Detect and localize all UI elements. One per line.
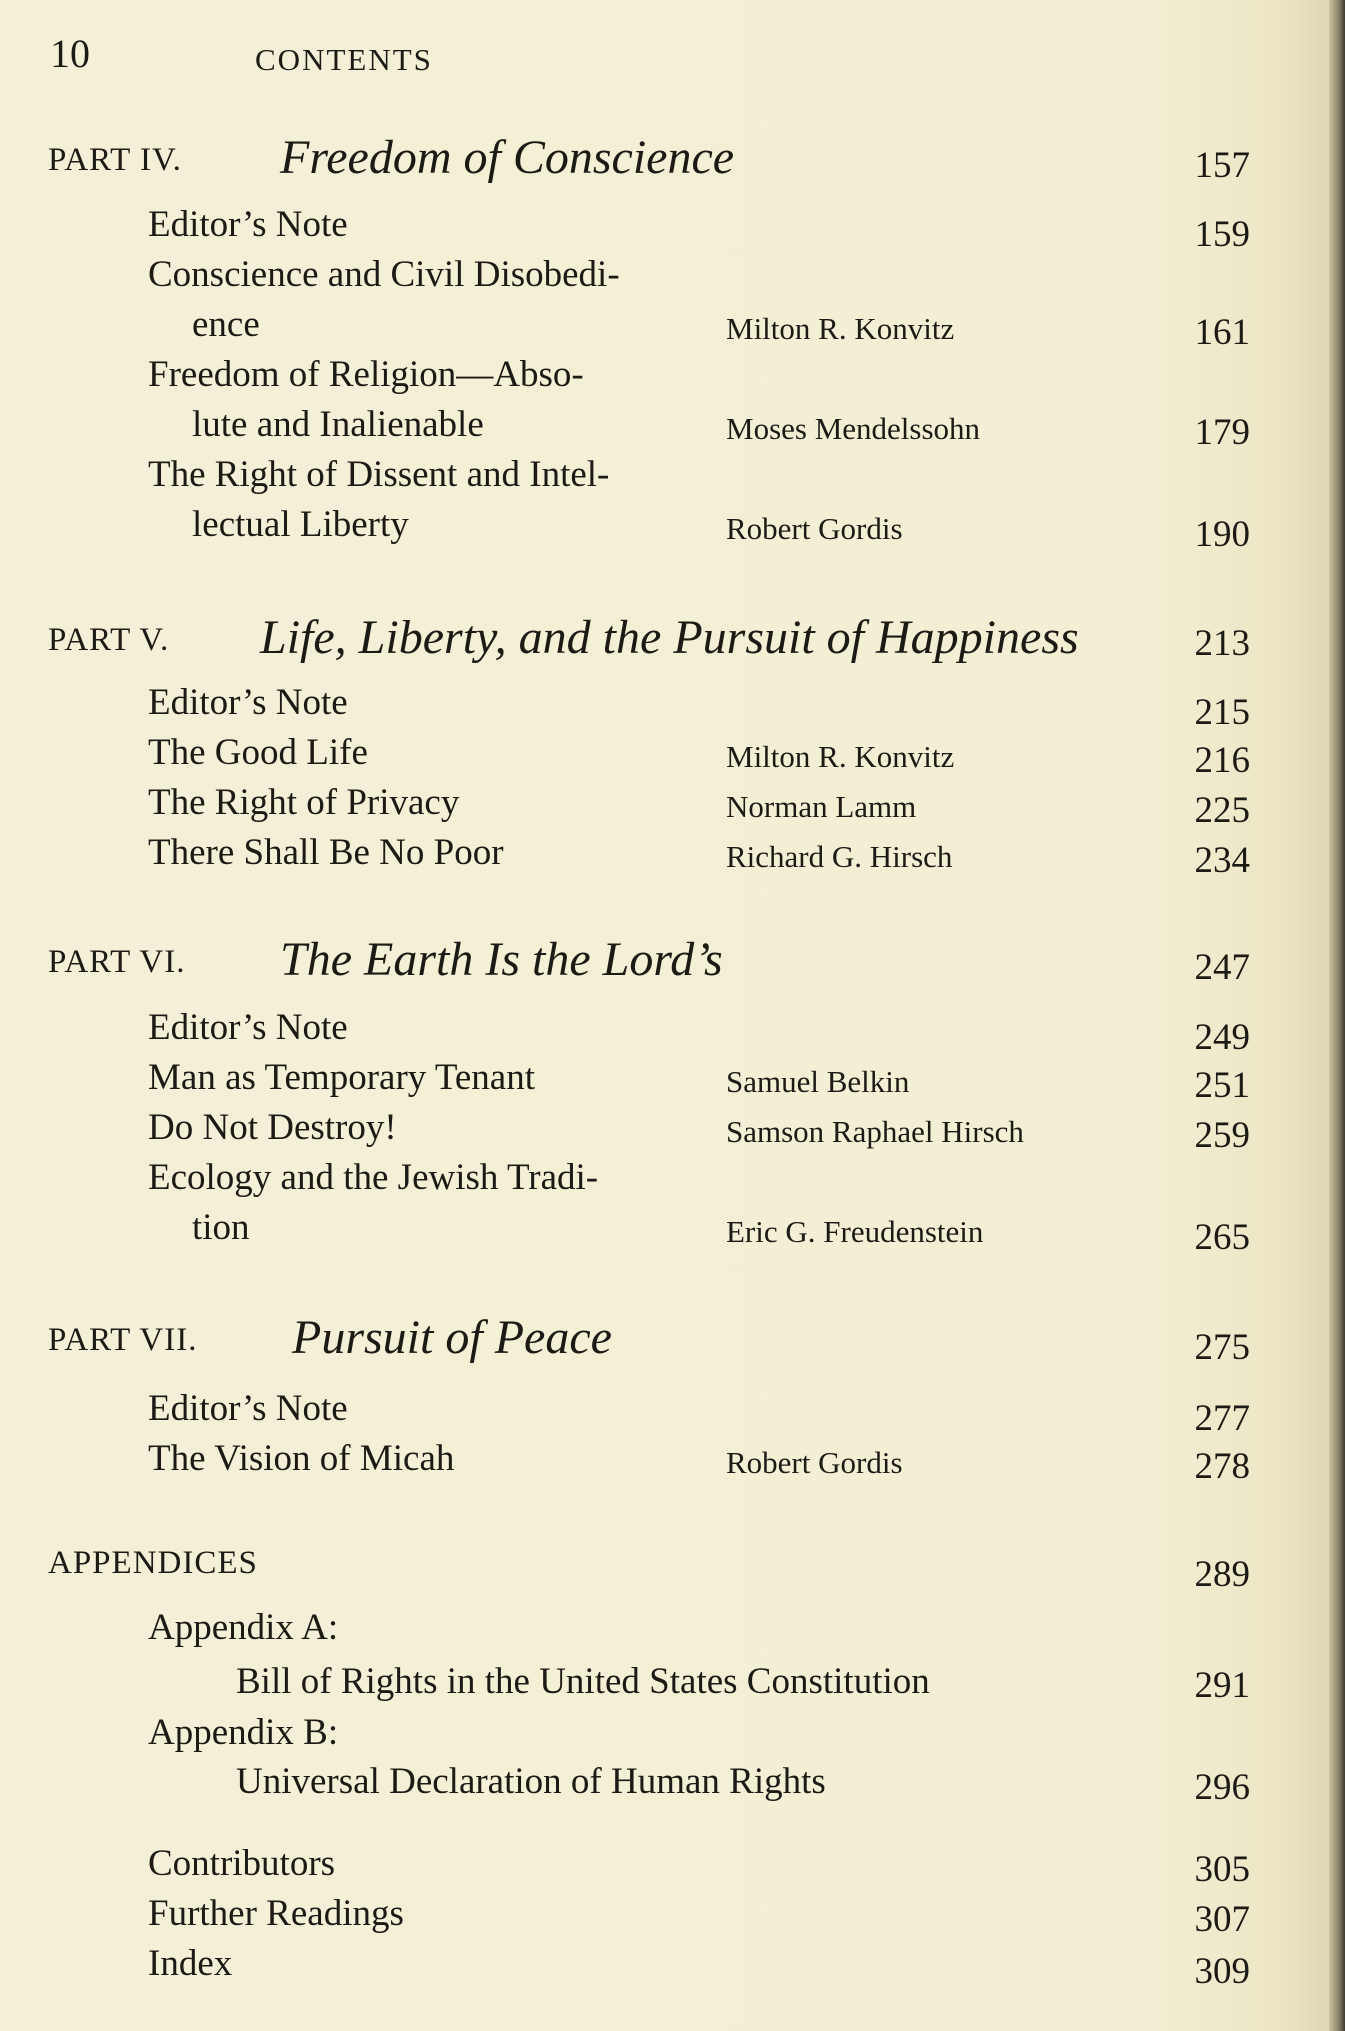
entry-page: 179	[1194, 412, 1250, 453]
entry-author: Richard G. Hirsch	[726, 839, 953, 874]
entry-page: 234	[1194, 840, 1250, 881]
entry-title: Editor’s Note	[148, 204, 348, 245]
entry-title: Ecology and the Jewish Tradi-	[148, 1157, 599, 1198]
appendix-b-label: Appendix B:	[148, 1712, 339, 1753]
toc-entry	[0, 453, 1345, 503]
entry-title-continued: lute and Inalienable	[192, 404, 484, 445]
part-page: 247	[1194, 947, 1250, 988]
toc-entry	[0, 681, 1345, 731]
entry-author: Milton R. Konvitz	[726, 311, 955, 346]
entry-page: 278	[1194, 1446, 1250, 1487]
part-label: PART IV.	[48, 142, 182, 178]
entry-page: 265	[1194, 1217, 1250, 1258]
entry-title: Conscience and Civil Disobedi-	[148, 254, 620, 295]
entry-title: The Right of Privacy	[148, 782, 460, 823]
entry-title: Editor’s Note	[148, 1007, 348, 1048]
part-page: 275	[1194, 1327, 1250, 1368]
entry-page: 159	[1194, 214, 1250, 255]
entry-page: 251	[1194, 1065, 1250, 1106]
running-title: CONTENTS	[255, 42, 433, 77]
entry-page: 309	[1194, 1951, 1250, 1992]
appendix-entry	[0, 1660, 1345, 1710]
toc-entry	[0, 831, 1345, 881]
part-title: Pursuit of Peace	[292, 1311, 612, 1364]
part-label: PART VI.	[48, 944, 186, 980]
entry-author: Samson Raphael Hirsch	[726, 1114, 1024, 1149]
entry-page: 225	[1194, 790, 1250, 831]
entry-author: Eric G. Freudenstein	[726, 1214, 984, 1249]
appendix-page: 296	[1194, 1767, 1250, 1808]
entry-author: Milton R. Konvitz	[726, 739, 955, 774]
toc-entry-continued	[0, 403, 1345, 453]
toc-entry-continued	[0, 503, 1345, 553]
entry-author: Robert Gordis	[726, 1445, 903, 1480]
appendix-label-row	[0, 1711, 1345, 1761]
appendix-entry	[0, 1760, 1345, 1810]
entry-title: The Vision of Micah	[148, 1438, 455, 1479]
entry-page: 277	[1194, 1398, 1250, 1439]
entry-title: Index	[148, 1943, 233, 1984]
entry-title: The Right of Dissent and Intel-	[148, 454, 610, 495]
toc-entry	[0, 1942, 1345, 1992]
entry-title: Do Not Destroy!	[148, 1107, 397, 1148]
part-label: PART V.	[48, 622, 170, 658]
entry-title: Man as Temporary Tenant	[148, 1057, 535, 1098]
entry-author: Moses Mendelssohn	[726, 411, 981, 446]
appendix-b-title: Universal Declaration of Human Rights	[236, 1761, 826, 1802]
toc-entry	[0, 731, 1345, 781]
entry-page: 305	[1194, 1849, 1250, 1890]
entry-title-continued: tion	[192, 1207, 250, 1248]
toc-entry	[0, 1437, 1345, 1487]
toc-entry	[0, 1842, 1345, 1892]
part-title: Freedom of Conscience	[280, 131, 735, 184]
entry-page: 307	[1194, 1899, 1250, 1940]
appendices-label: APPENDICES	[48, 1545, 258, 1581]
entry-page: 161	[1194, 312, 1250, 353]
entry-title-continued: lectual Liberty	[192, 504, 409, 545]
toc-entry	[0, 781, 1345, 831]
toc-entry	[0, 203, 1345, 253]
toc-entry	[0, 1156, 1345, 1206]
part-page: 213	[1194, 623, 1250, 664]
toc-entry-continued	[0, 1206, 1345, 1256]
entry-title: Editor’s Note	[148, 682, 348, 723]
toc-entry-continued	[0, 303, 1345, 353]
entry-page: 249	[1194, 1017, 1250, 1058]
toc-entry	[0, 353, 1345, 403]
toc-entry	[0, 1106, 1345, 1156]
appendix-page: 291	[1194, 1665, 1250, 1706]
entry-author: Samuel Belkin	[726, 1064, 910, 1099]
entry-title: Contributors	[148, 1843, 336, 1884]
entry-author: Norman Lamm	[726, 789, 917, 824]
entry-page: 259	[1194, 1115, 1250, 1156]
entry-title: Further Readings	[148, 1893, 404, 1934]
entry-title: Freedom of Religion—Abso-	[148, 354, 584, 395]
entry-title: There Shall Be No Poor	[148, 832, 504, 873]
entry-title: The Good Life	[148, 732, 368, 773]
part-title: Life, Liberty, and the Pursuit of Happiness	[260, 611, 1079, 664]
entry-page: 215	[1194, 692, 1250, 733]
entry-author: Robert Gordis	[726, 511, 903, 546]
part-label: PART VII.	[48, 1322, 198, 1358]
toc-entry	[0, 1006, 1345, 1056]
entry-title: Editor’s Note	[148, 1388, 348, 1429]
entry-title-continued: ence	[192, 304, 260, 345]
appendices-page: 289	[1194, 1554, 1250, 1595]
toc-entry	[0, 1056, 1345, 1106]
appendix-label-row	[0, 1606, 1345, 1656]
part-title: The Earth Is the Lord’s	[280, 933, 723, 986]
page-number: 10	[50, 31, 90, 76]
entry-page: 190	[1194, 514, 1250, 555]
appendix-a-title: Bill of Rights in the United States Constitution	[236, 1661, 930, 1702]
toc-entry	[0, 1892, 1345, 1942]
entry-page: 216	[1194, 740, 1250, 781]
part-page: 157	[1194, 145, 1250, 186]
toc-entry	[0, 1387, 1345, 1437]
appendix-a-label: Appendix A:	[148, 1607, 339, 1648]
toc-entry	[0, 253, 1345, 303]
